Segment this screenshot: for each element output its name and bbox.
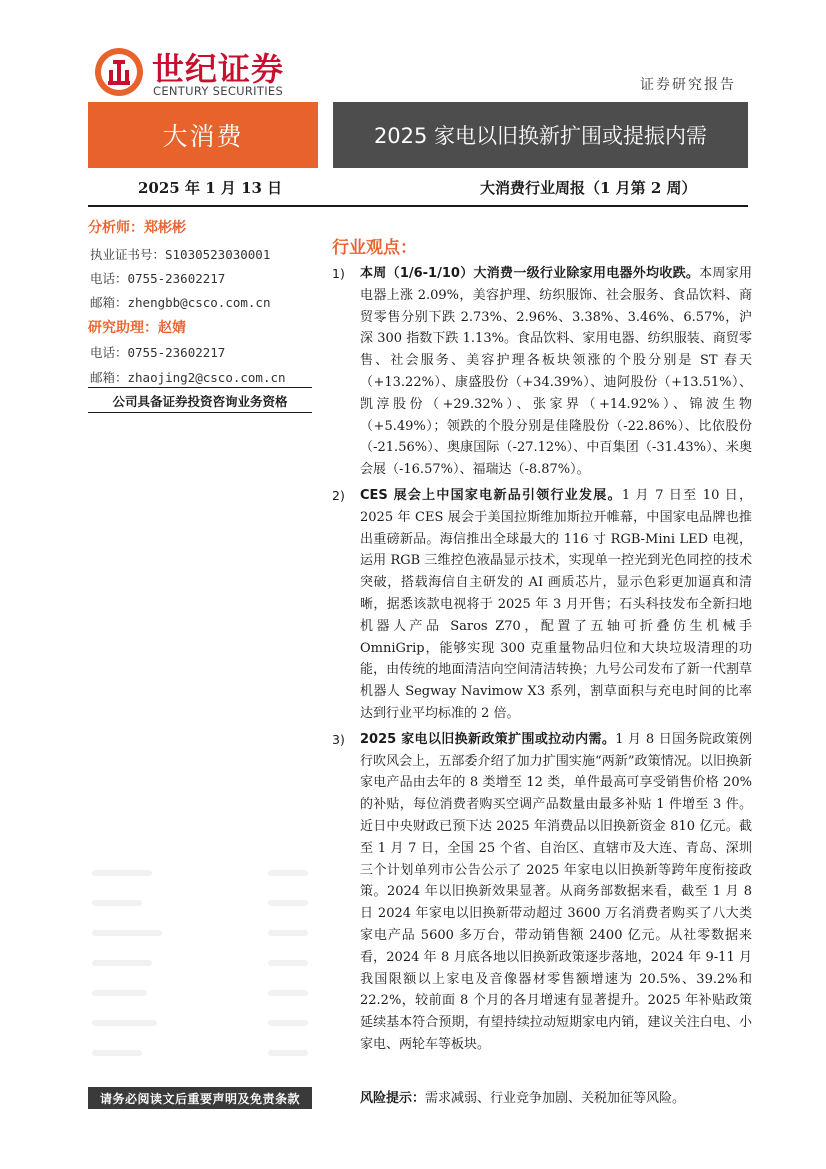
section-title: 行业观点：: [332, 238, 417, 258]
viewpoint-number: 1): [332, 266, 345, 281]
report-type: 证券研究报告: [640, 77, 736, 93]
viewpoint-body: 本周家用电器上涨 2.09%，美容护理、纺织服饰、社会服务、食品饮料、商贸零售分别下跌 2.73%、2.96%、3.38%、3.46%、6.57%，沪深 300 指数下跌 1.13%。食品饮料、家用电器、纺织服装、商贸零售、社会服务、美容护理各板块领涨的个股分别是 ST 春天（+13.22%）、康盛股份（+34.39%）、迪阿股份（+13.51%）、凯淳股份（+29.32%）、张家界（+14.92%）、锦波生物（+5.49%）；领跌的个股分别是佳隆股份（-22.86%）、比依股份（-21.56%）、奥康国际（-27.12%）、中百集团（-31.43%）、米奥会展（-16.57%）、福瑞达（-8.87%）。: [360, 266, 752, 478]
assistant-phone: 电话：0755-23602217: [90, 345, 226, 360]
viewpoint-body: 1 月 7 日至 10 日，2025 年 CES 展会于美国拉斯维加斯拉开帷幕，中国家电品牌也推出重磅新品。海信推出全球最大的 116 寸 RGB-Mini LED 电视，运用 RGB 三维控色液晶显示技术，实现单一控光到光色同控的技术突破，搭载海信自主研发的 AI 画质芯片，显示色彩更加逼真和清晰，据悉该款电视将于 2025 年 3 月开售；石头科技发布全新扫地机器人产品 Saros Z70，配置了五轴可折叠仿生机械手 OmniGrip，能够实现 300 克重量物品归位和大块垃圾清理的功能，由传统的地面清洁向空间清洁转换；九号公司发布了新一代割草机器人 Segway Navimow X3 系列，割草面积与充电时间的比率达到行业平均标准的 2 倍。: [360, 487, 753, 721]
risk-text: 需求减弱、行业竞争加剧、关税加征等风险。: [425, 1091, 686, 1106]
viewpoint-item: [332, 729, 752, 1056]
viewpoint-list: [332, 263, 752, 1060]
qualification-note: 公司具备证券投资咨询业务资格: [112, 394, 288, 409]
viewpoint-headline: CES 展会上中国家电新品引领行业发展。: [360, 487, 622, 503]
sector-banner: 大消费: [88, 102, 318, 168]
analyst-name: 分析师：郑彬彬: [88, 220, 186, 236]
faded-sidebar-content: [88, 860, 312, 1080]
report-title: 2025 家电以旧换新扩围或提振内需: [333, 102, 748, 168]
viewpoint-headline: 2025 家电以旧换新政策扩围或拉动内需。: [360, 731, 616, 747]
viewpoint-headline: 本周（1/6-1/10）大消费一级行业除家用电器外均收跌。: [360, 266, 700, 281]
logo-text: 世纪证券: [152, 50, 285, 88]
assistant-email: 邮箱：zhaojing2@csco.com.cn: [90, 370, 286, 385]
report-series: 大消费行业周报（1 月第 2 周）: [480, 179, 697, 197]
assistant-name: 研究助理：赵婧: [88, 320, 186, 336]
viewpoint-item: [332, 485, 752, 725]
report-date: 2025 年 1 月 13 日: [138, 179, 283, 197]
risk-warning: [360, 1088, 752, 1109]
risk-label: 风险提示：: [360, 1091, 426, 1106]
logo-icon: [95, 48, 143, 96]
viewpoint-item: [332, 263, 752, 481]
logo-subtitle: CENTURY SECURITIES: [153, 84, 284, 98]
analyst-email: 邮箱：zhengbb@csco.com.cn: [90, 295, 271, 310]
viewpoint-number: 3): [332, 731, 345, 747]
sidebar-rule: [88, 387, 312, 388]
analyst-license: 执业证书号：S1030523030001: [90, 247, 271, 262]
disclaimer-banner: 请务必阅读文后重要声明及免责条款: [88, 1087, 312, 1109]
sidebar-rule: [88, 412, 312, 413]
viewpoint-body: 1 月 8 日国务院政策例行吹风会上，五部委介绍了加力扩围实施“两新”政策情况。以旧换新家电产品由去年的 8 类增至 12 类，单件最高可享受销售价格 20%的补贴，每位消费者购买空调产品数量由最多补贴 1 件增至 3 件。近日中央财政已预下达 2025 年消费品以旧换新资金 810 亿元。截至 1 月 7 日，全国 25 个省、自治区、直辖市及大连、青岛、深圳三个计划单列市公告公示了 2025 年家电以旧换新等跨年度衔接政策。2024 年以旧换新效果显著。从商务部数据来看，截至 1 月 8 日 2024 年家电以旧换新带动超过 3600 万名消费者购买了八大类家电产品 5600 多万台，带动销售额 2400 亿元。从社零数据来看，2024 年 8 月底各地以旧换新政策逐步落地，2024 年 9-11 月我国限额以上家电及音像器材零售额增速为 20.5%、39.2%和 22.2%，较前面 8 个月的各月增速有显著提升。2025 年补贴政策延续基本符合预期，有望持续拉动短期家电内销，建议关注白电、小家电、两轮车等板块。: [360, 731, 752, 1052]
analyst-phone: 电话：0755-23602217: [90, 271, 226, 286]
viewpoint-number: 2): [332, 487, 345, 503]
header-rule: [88, 205, 748, 207]
